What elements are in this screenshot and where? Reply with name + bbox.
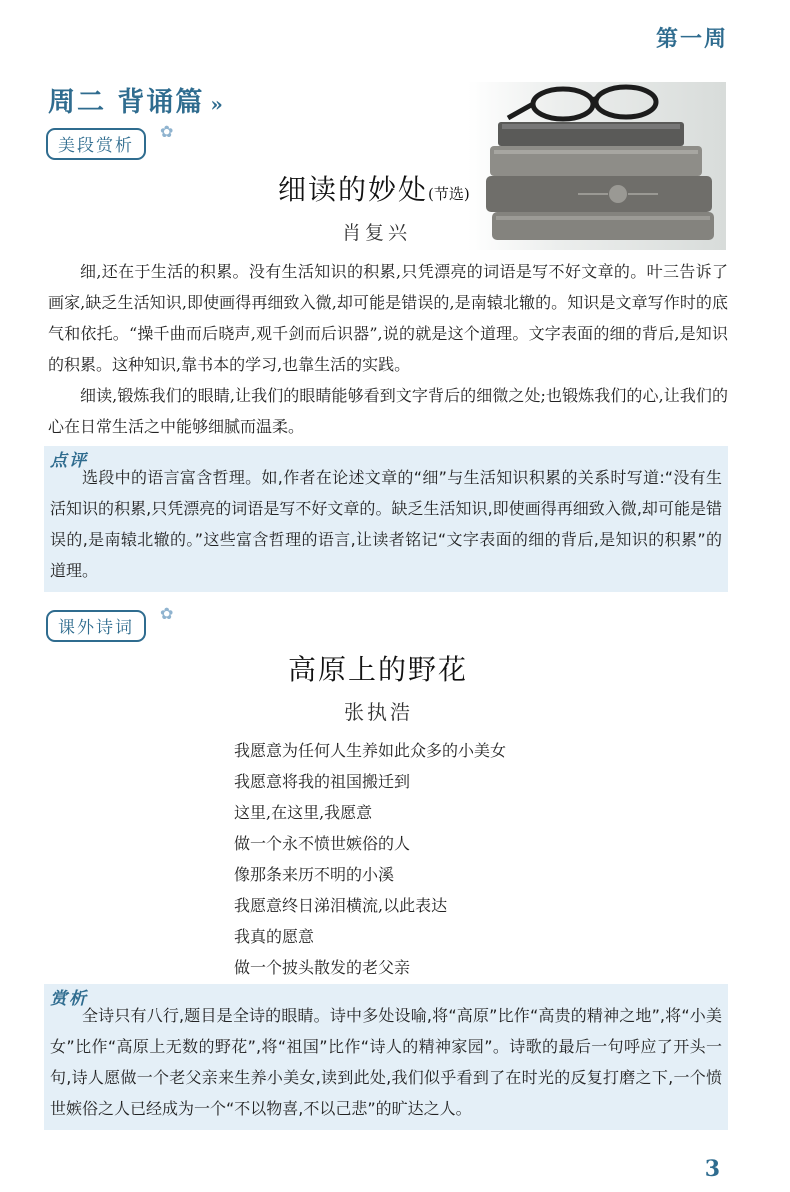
article-paragraph: 细,还在于生活的积累。没有生活知识的积累,只凭漂亮的词语是写不好文章的。叶三告诉了画家,缺乏生活知识,即使画得再细致入微,却可能是错误的,是南辕北辙的。知识是文章写作时的底气和依托。“操千曲而后晓声,观千剑而后识器”,说的就是这个道理。文字表面的细的背后,是知识的积累。这种知识,靠书本的学习,也靠生活的实践。 bbox=[48, 262, 728, 374]
flower-decoration-icon: ✿ bbox=[160, 604, 174, 623]
poem-author: 张执浩 bbox=[344, 700, 413, 724]
article-paragraph: 细读,锻炼我们的眼睛,让我们的眼睛能够看到文字背后的细微之处;也锻炼我们的心,让我们的心在日常生活之中能够细腻而温柔。 bbox=[48, 386, 728, 436]
week-label: 第一周 bbox=[655, 26, 728, 52]
poem-line: 我愿意将我的祖国搬迁到 bbox=[234, 772, 411, 791]
poem-line: 这里,在这里,我愿意 bbox=[234, 803, 373, 822]
poem-title: 高原上的野花 bbox=[288, 653, 469, 686]
page-number: 3 bbox=[704, 1156, 720, 1182]
article-title-text: 细读的妙处 bbox=[278, 173, 429, 206]
books-glasses-photo bbox=[468, 82, 726, 250]
poem-line: 像那条来历不明的小溪 bbox=[234, 865, 395, 884]
poem-line: 做一个披头散发的老父亲 bbox=[234, 958, 411, 977]
article-author: 肖复兴 bbox=[342, 222, 412, 244]
tag-excerpt-appreciation: 美段赏析 bbox=[46, 128, 146, 160]
article-title-note: (节选) bbox=[428, 185, 470, 203]
poem-line: 做一个永不愤世嫉俗的人 bbox=[234, 834, 411, 853]
poem-line: 我愿意为任何人生养如此众多的小美女 bbox=[234, 741, 507, 760]
section-title-text: 周二 背诵篇 bbox=[48, 87, 205, 118]
tag-extracurricular-poetry: 课外诗词 bbox=[46, 610, 146, 642]
poem-line: 我真的愿意 bbox=[234, 927, 315, 946]
appreciation-text: 全诗只有八行,题目是全诗的眼睛。诗中多处设喻,将“高原”比作“高贵的精神之地”,将“小美女”比作“高原上无数的野花”,将“祖国”比作“诗人的精神家园”。诗歌的最后一句呼应了开头一句,诗人愿做一个老父亲来生养小美女,读到此处,我们似乎看到了在时光的反复打磨之下,一个愤世嫉俗之人已经成为一个“不以物喜,不以己悲”的旷达之人。 bbox=[50, 1006, 722, 1118]
appreciation-label: 赏析 bbox=[50, 989, 88, 1009]
section-title bbox=[48, 80, 225, 119]
article-title bbox=[278, 168, 470, 208]
poem-line: 我愿意终日涕泪横流,以此表达 bbox=[234, 896, 448, 915]
comment-text: 选段中的语言富含哲理。如,作者在论述文章的“细”与生活知识积累的关系时写道:“没有生活知识的积累,只凭漂亮的词语是写不好文章的。缺乏生活知识,即使画得再细致入微,却可能是错误的,是南辕北辙的。”这些富含哲理的语言,让读者铭记“文字表面的细的背后,是知识的积累”的道理。 bbox=[50, 468, 722, 580]
comment-label: 点评 bbox=[50, 451, 88, 471]
flower-decoration-icon: ✿ bbox=[160, 122, 174, 141]
section-title-arrows: » bbox=[210, 92, 225, 116]
